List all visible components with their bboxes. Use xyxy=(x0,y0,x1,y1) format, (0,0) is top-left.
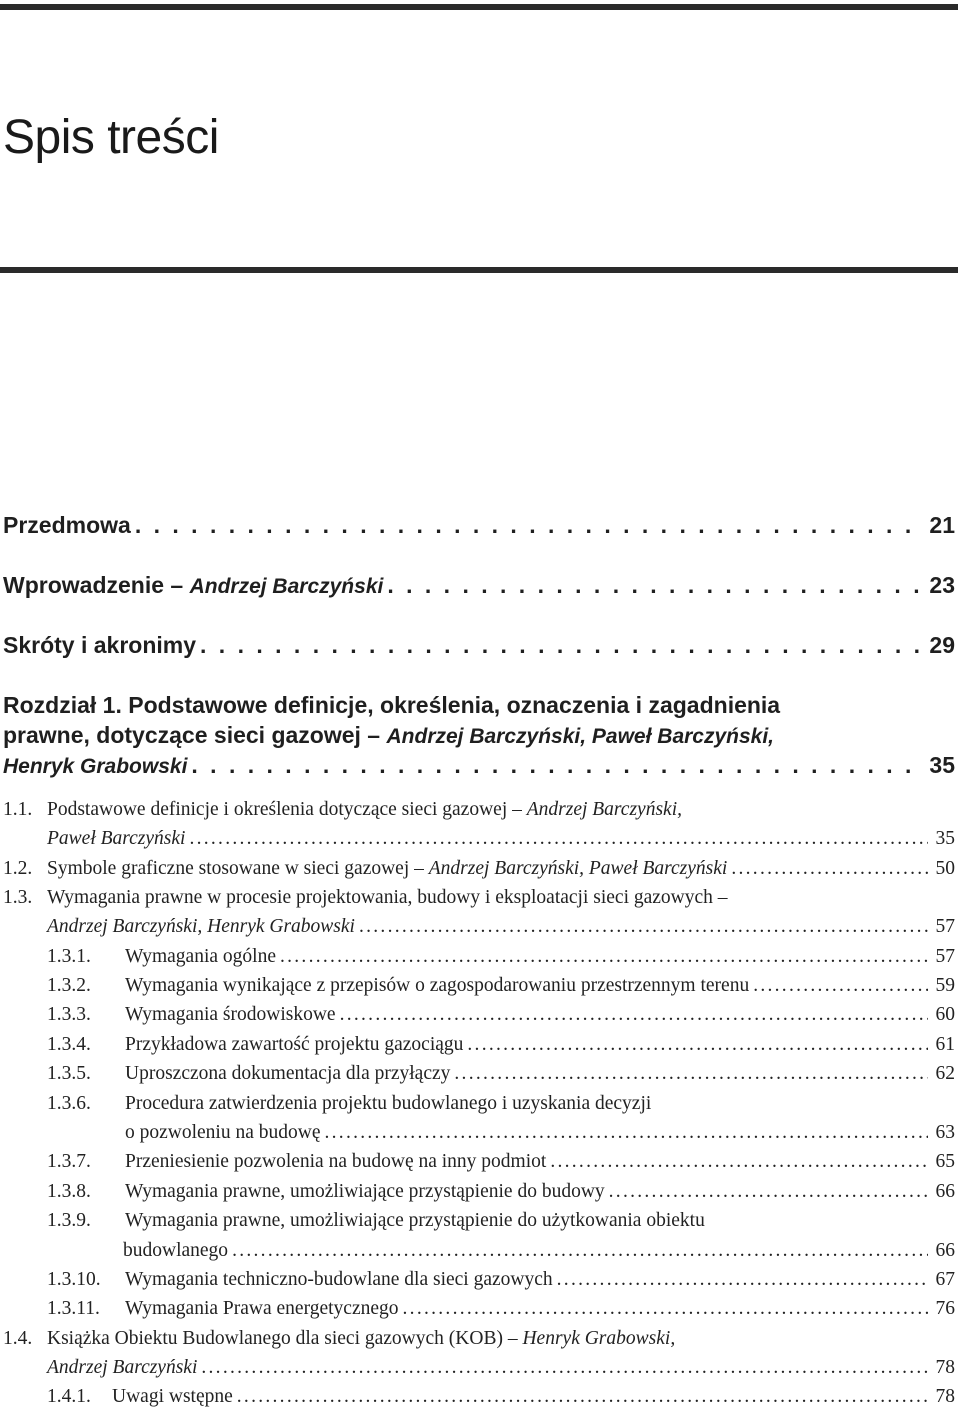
dot-leader xyxy=(359,916,928,938)
dot-leader xyxy=(135,512,922,539)
toc-entry-author: Andrzej Barczyński, Paweł Barczyński xyxy=(428,858,728,879)
toc-entry-title: Wymagania środowiskowe xyxy=(125,1004,336,1025)
page-number: 61 xyxy=(935,1034,955,1055)
toc-entry-line xyxy=(47,887,728,909)
page-number: 21 xyxy=(929,512,955,538)
page-number: 62 xyxy=(935,1063,955,1084)
page-number: 57 xyxy=(935,946,955,967)
toc-entry-line xyxy=(47,828,955,850)
dot-leader xyxy=(280,946,928,968)
dot-leader xyxy=(403,1298,928,1320)
dot-leader xyxy=(731,858,927,880)
toc-entry-title: Wymagania Prawa energetycznego xyxy=(125,1298,399,1319)
toc-entry-author: Paweł Barczyński xyxy=(47,828,186,849)
dot-leader xyxy=(609,1181,928,1203)
page-number: 23 xyxy=(929,572,955,598)
page-title: Spis treści xyxy=(3,111,219,164)
page-number: 76 xyxy=(935,1298,955,1319)
dot-leader xyxy=(237,1386,928,1408)
toc-entry-author: Andrzej Barczyński, Paweł Barczyński, xyxy=(386,725,775,748)
toc-entry-line xyxy=(125,1004,955,1026)
toc-entry-title: Wymagania techniczno-budowlane dla sieci gazowych xyxy=(125,1269,553,1290)
toc-entry-line xyxy=(47,1357,955,1379)
page-number: 63 xyxy=(935,1122,955,1143)
page-number: 35 xyxy=(935,828,955,849)
page-number: 60 xyxy=(935,1004,955,1025)
toc-entry-line xyxy=(47,858,955,880)
toc-entry-title: Wymagania prawne, umożliwiające przystąpienie do budowy xyxy=(125,1181,605,1202)
dot-leader xyxy=(232,1240,927,1262)
toc-entry-number: 1.3.11. xyxy=(47,1298,100,1319)
page-number: 67 xyxy=(935,1269,955,1290)
dot-leader xyxy=(753,975,927,997)
dot-leader xyxy=(189,828,927,850)
toc-entry-line xyxy=(125,1122,955,1144)
dot-leader xyxy=(325,1122,928,1144)
toc-entry-line xyxy=(3,722,774,749)
toc-entry-title: budowlanego xyxy=(123,1240,229,1261)
toc-entry-number: 1.3.3. xyxy=(47,1004,91,1025)
toc-entry-title: Uwagi wstępne xyxy=(112,1386,233,1407)
dot-leader xyxy=(191,752,921,779)
page-number: 57 xyxy=(935,916,955,937)
toc-entry-line xyxy=(125,946,955,968)
toc-entry-number: 1.3.7. xyxy=(47,1151,91,1172)
toc-entry-title: Przykładowa zawartość projektu gazociągu xyxy=(125,1034,464,1055)
page-number: 65 xyxy=(935,1151,955,1172)
toc-entry-line xyxy=(125,1210,705,1232)
page-number: 50 xyxy=(935,858,955,879)
toc-entry-author: Henryk Grabowski xyxy=(3,755,188,778)
toc-entry-number: 1.3.8. xyxy=(47,1181,91,1202)
dot-leader xyxy=(454,1063,927,1085)
toc-entry-line xyxy=(3,752,955,779)
toc-entry-title: prawne, dotyczące sieci gazowej – xyxy=(3,722,387,748)
toc-entry-line xyxy=(47,1328,675,1350)
page-number: 78 xyxy=(935,1386,955,1407)
page-number: 66 xyxy=(935,1181,955,1202)
toc-entry-line xyxy=(125,1269,955,1291)
toc-entry-title: Podstawowe definicje i określenia dotyczące sieci gazowej – xyxy=(47,799,527,820)
toc-entry-title: Wymagania prawne, umożliwiające przystąpienie do użytkowania obiektu xyxy=(125,1210,705,1231)
page-number: 59 xyxy=(935,975,955,996)
dot-leader xyxy=(200,632,921,659)
toc-entry-title: Procedura zatwierdzenia projektu budowlanego i uzyskania decyzji xyxy=(125,1093,652,1114)
toc-entry-line xyxy=(125,975,955,997)
toc-entry-title: Rozdział 1. Podstawowe definicje, określenia, oznaczenia i zagadnienia xyxy=(3,692,781,718)
toc-entry-title: Książka Obiektu Budowlanego dla sieci gazowych (KOB) – xyxy=(47,1328,523,1349)
toc-entry-line xyxy=(125,1151,955,1173)
toc-entry-title: Wprowadzenie – xyxy=(3,572,190,598)
toc-entry-number: 1.2. xyxy=(3,858,33,879)
toc-entry-line xyxy=(125,1181,955,1203)
page-number: 29 xyxy=(929,632,955,658)
toc-entry-title: Symbole graficzne stosowane w sieci gazowej – xyxy=(47,858,429,879)
toc-entry-number: 1.3.1. xyxy=(47,946,91,967)
toc-entry-author: Andrzej Barczyński xyxy=(47,1357,198,1378)
toc-entry-title: Wymagania prawne w procesie projektowania, budowy i eksploatacji sieci gazowych – xyxy=(47,887,728,908)
toc-entry-line xyxy=(3,512,955,539)
toc-entry-line xyxy=(125,1298,955,1320)
toc-entry-number: 1.3. xyxy=(3,887,33,908)
toc-entry-line xyxy=(112,1386,955,1408)
toc-entry-line xyxy=(3,632,955,659)
toc-entry-title: Wymagania wynikające z przepisów o zagospodarowaniu przestrzennym terenu xyxy=(125,975,750,996)
dot-leader xyxy=(340,1004,928,1026)
toc-entry-number: 1.3.9. xyxy=(47,1210,91,1231)
toc-entry-number: 1.3.4. xyxy=(47,1034,91,1055)
toc-entry-line xyxy=(123,1240,955,1262)
toc-entry-number: 1.3.6. xyxy=(47,1093,91,1114)
toc-entry-title: o pozwoleniu na budowę xyxy=(125,1122,321,1143)
toc-entry-number: 1.4. xyxy=(3,1328,33,1349)
toc-entry-number: 1.3.10. xyxy=(47,1269,101,1290)
page-number: 78 xyxy=(935,1357,955,1378)
dot-leader xyxy=(557,1269,928,1291)
toc-entry-title: Wymagania ogólne xyxy=(125,946,276,967)
toc-entry-line xyxy=(47,916,955,938)
toc-entry-line xyxy=(3,572,955,599)
toc-entry-line xyxy=(47,799,682,821)
toc-entry-line xyxy=(125,1063,955,1085)
dot-leader xyxy=(387,572,921,599)
toc-entry-author: Andrzej Barczyński xyxy=(189,575,384,598)
toc-entry-line xyxy=(3,692,780,719)
toc-entry-number: 1.1. xyxy=(3,799,33,820)
toc-entry-author: Henryk Grabowski, xyxy=(522,1328,676,1349)
toc-entry-title: Uproszczona dokumentacja dla przyłączy xyxy=(125,1063,451,1084)
toc-entry-line xyxy=(125,1034,955,1056)
page-number: 35 xyxy=(929,752,955,778)
dot-leader xyxy=(201,1357,927,1379)
dot-leader xyxy=(550,1151,927,1173)
dot-leader xyxy=(467,1034,927,1056)
toc-entry-line xyxy=(125,1093,651,1115)
toc-entry-number: 1.3.5. xyxy=(47,1063,91,1084)
toc-entry-title: Przeniesienie pozwolenia na budowę na inny podmiot xyxy=(125,1151,547,1172)
toc-entry-author: Andrzej Barczyński, Henryk Grabowski xyxy=(47,916,355,937)
page-number: 66 xyxy=(935,1240,955,1261)
toc-entry-author: Andrzej Barczyński, xyxy=(526,799,682,820)
toc-entry-number: 1.4.1. xyxy=(47,1386,91,1407)
toc-entry-title: Skróty i akronimy xyxy=(3,632,197,658)
toc-entry-title: Przedmowa xyxy=(3,512,131,538)
toc-entry-number: 1.3.2. xyxy=(47,975,91,996)
